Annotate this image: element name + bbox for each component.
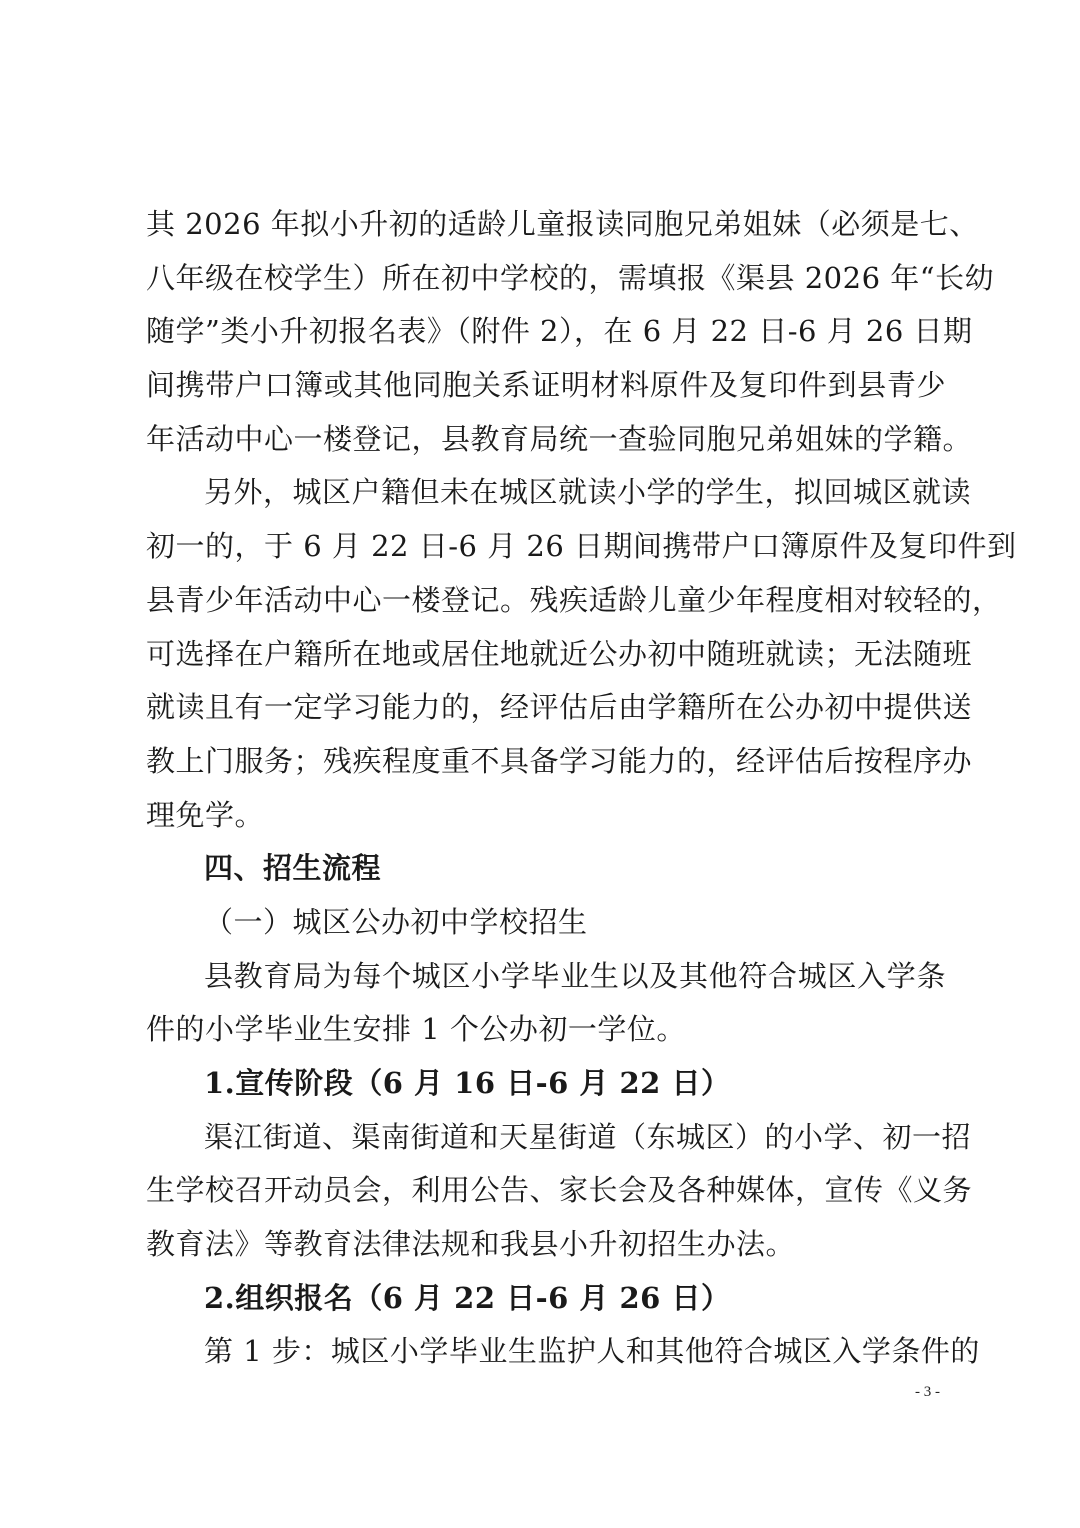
paragraph-line: 教上门服务；残疾程度重不具备学习能力的，经评估后按程序办	[146, 743, 973, 778]
page-number: - 3 -	[915, 1384, 940, 1400]
paragraph-line: 随学”类小升初报名表》（附件 2），在 6 月 22 日-6 月 26 日期	[146, 314, 973, 349]
section-heading: 四、招生流程	[204, 851, 382, 886]
paragraph-line: 年活动中心一楼登记，县教育局统一查验同胞兄弟姐妹的学籍。	[146, 421, 973, 456]
paragraph-line: 其 2026 年拟小升初的适龄儿童报读同胞兄弟姐妹（必须是七、	[146, 207, 979, 241]
paragraph-line: 生学校召开动员会，利用公告、家长会及各种媒体，宣传《义务	[146, 1173, 973, 1208]
paragraph-line: 初一的，于 6 月 22 日-6 月 26 日期间携带户口簿原件及复印件到	[146, 529, 1017, 564]
paragraph-line: 八年级在校学生）所在初中学校的，需填报《渠县 2026 年“长幼	[146, 260, 995, 295]
paragraph-line: 间携带户口簿或其他同胞关系证明材料原件及复印件到县青少	[146, 368, 946, 403]
paragraph-line: 县青少年活动中心一楼登记。残疾适龄儿童少年程度相对较轻的，	[146, 582, 1002, 617]
step-heading: 2.组织报名（6 月 22 日-6 月 26 日）	[204, 1280, 731, 1315]
paragraph-line: 第 1 步：城区小学毕业生监护人和其他符合城区入学条件的	[204, 1334, 980, 1369]
paragraph-line: 县教育局为每个城区小学毕业生以及其他符合城区入学条	[204, 958, 946, 993]
paragraph-line: 可选择在户籍所在地或居住地就近公办初中随班就读；无法随班	[146, 636, 973, 671]
paragraph-line: 件的小学毕业生安排 1 个公办初一学位。	[146, 1012, 686, 1047]
paragraph-line: 就读且有一定学习能力的，经评估后由学籍所在公办初中提供送	[146, 690, 973, 725]
paragraph-line: 教育法》等教育法律法规和我县小升初招生办法。	[146, 1227, 796, 1262]
subsection-heading: （一）城区公办初中学校招生	[204, 904, 588, 939]
paragraph-line: 另外，城区户籍但未在城区就读小学的学生，拟回城区就读	[204, 475, 972, 510]
paragraph-line: 理免学。	[146, 797, 265, 832]
step-heading: 1.宣传阶段（6 月 16 日-6 月 22 日）	[204, 1066, 731, 1100]
document-body	[146, 198, 1017, 1379]
paragraph-line: 渠江街道、渠南街道和天星街道（东城区）的小学、初一招	[204, 1119, 972, 1154]
